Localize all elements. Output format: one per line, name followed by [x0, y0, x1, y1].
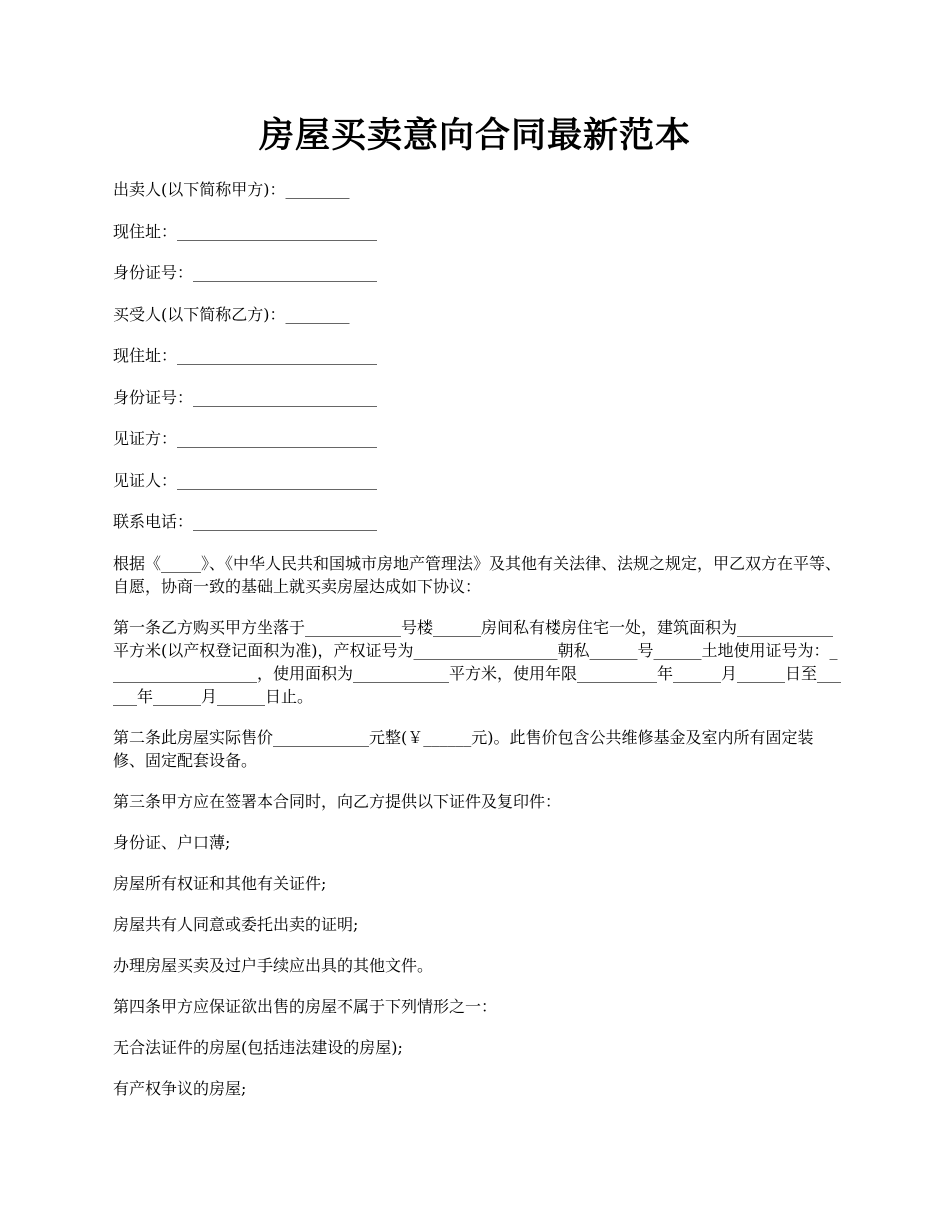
article-2-paragraph: 第二条此房屋实际售价____________元整(￥______元)。此售价包含公共维修基金及室内所有固定装修、固定配套设备。 — [113, 727, 814, 770]
article-4-paragraph: 第四条甲方应保证欲出售的房屋不属于下列情形之一： — [113, 996, 498, 1016]
phone-field: 联系电话：_______________________ — [113, 512, 378, 531]
buyer-address-field: 现住址：_________________________ — [113, 346, 378, 365]
document-body — [113, 178, 843, 1118]
seller-name-field: 出卖人(以下简称甲方)：________ — [113, 180, 350, 199]
article-3-paragraph: 第三条甲方应在签署本合同时，向乙方提供以下证件及复印件： — [113, 791, 562, 811]
list-item: 房屋所有权证和其他有关证件; — [113, 873, 327, 893]
witness-person-field: 见证人：_________________________ — [113, 470, 378, 490]
list-item: 办理房屋买卖及过户手续应出具的其他文件。 — [113, 955, 434, 975]
buyer-name-field: 买受人(以下简称乙方)：________ — [113, 304, 350, 324]
seller-address-field: 现住址：_________________________ — [113, 221, 378, 241]
list-item: 房屋共有人同意或委托出卖的证明; — [113, 914, 359, 934]
list-item: 有产权争议的房屋; — [113, 1078, 247, 1098]
preamble-paragraph: 根据《_____》、《中华人民共和国城市房地产管理法》及其他有关法律、法规之规定，甲乙双方在平等、自愿，协商一致的基础上就买卖房屋达成如下协议： — [113, 553, 842, 596]
list-item: 无合法证件的房屋(包括违法建设的房屋); — [113, 1037, 403, 1057]
seller-id-field: 身份证号：_______________________ — [113, 263, 378, 282]
witness-party-field: 见证方：_________________________ — [113, 429, 378, 448]
article-1-paragraph: 第一条乙方购买甲方坐落于____________号楼______房间私有楼房住宅一处，建筑面积为____________平方米(以产权登记面积为准)，产权证号为__________________朝私______号______土地使用证号为：___________________，使用面积为____________平方米，使用年限__________年______月______日至______年______月______日止。 — [113, 617, 842, 706]
list-item: 身份证、户口薄; — [113, 832, 231, 852]
buyer-id-field: 身份证号：_______________________ — [113, 387, 378, 407]
document-title: 房屋买卖意向合同最新范本 — [258, 115, 691, 156]
